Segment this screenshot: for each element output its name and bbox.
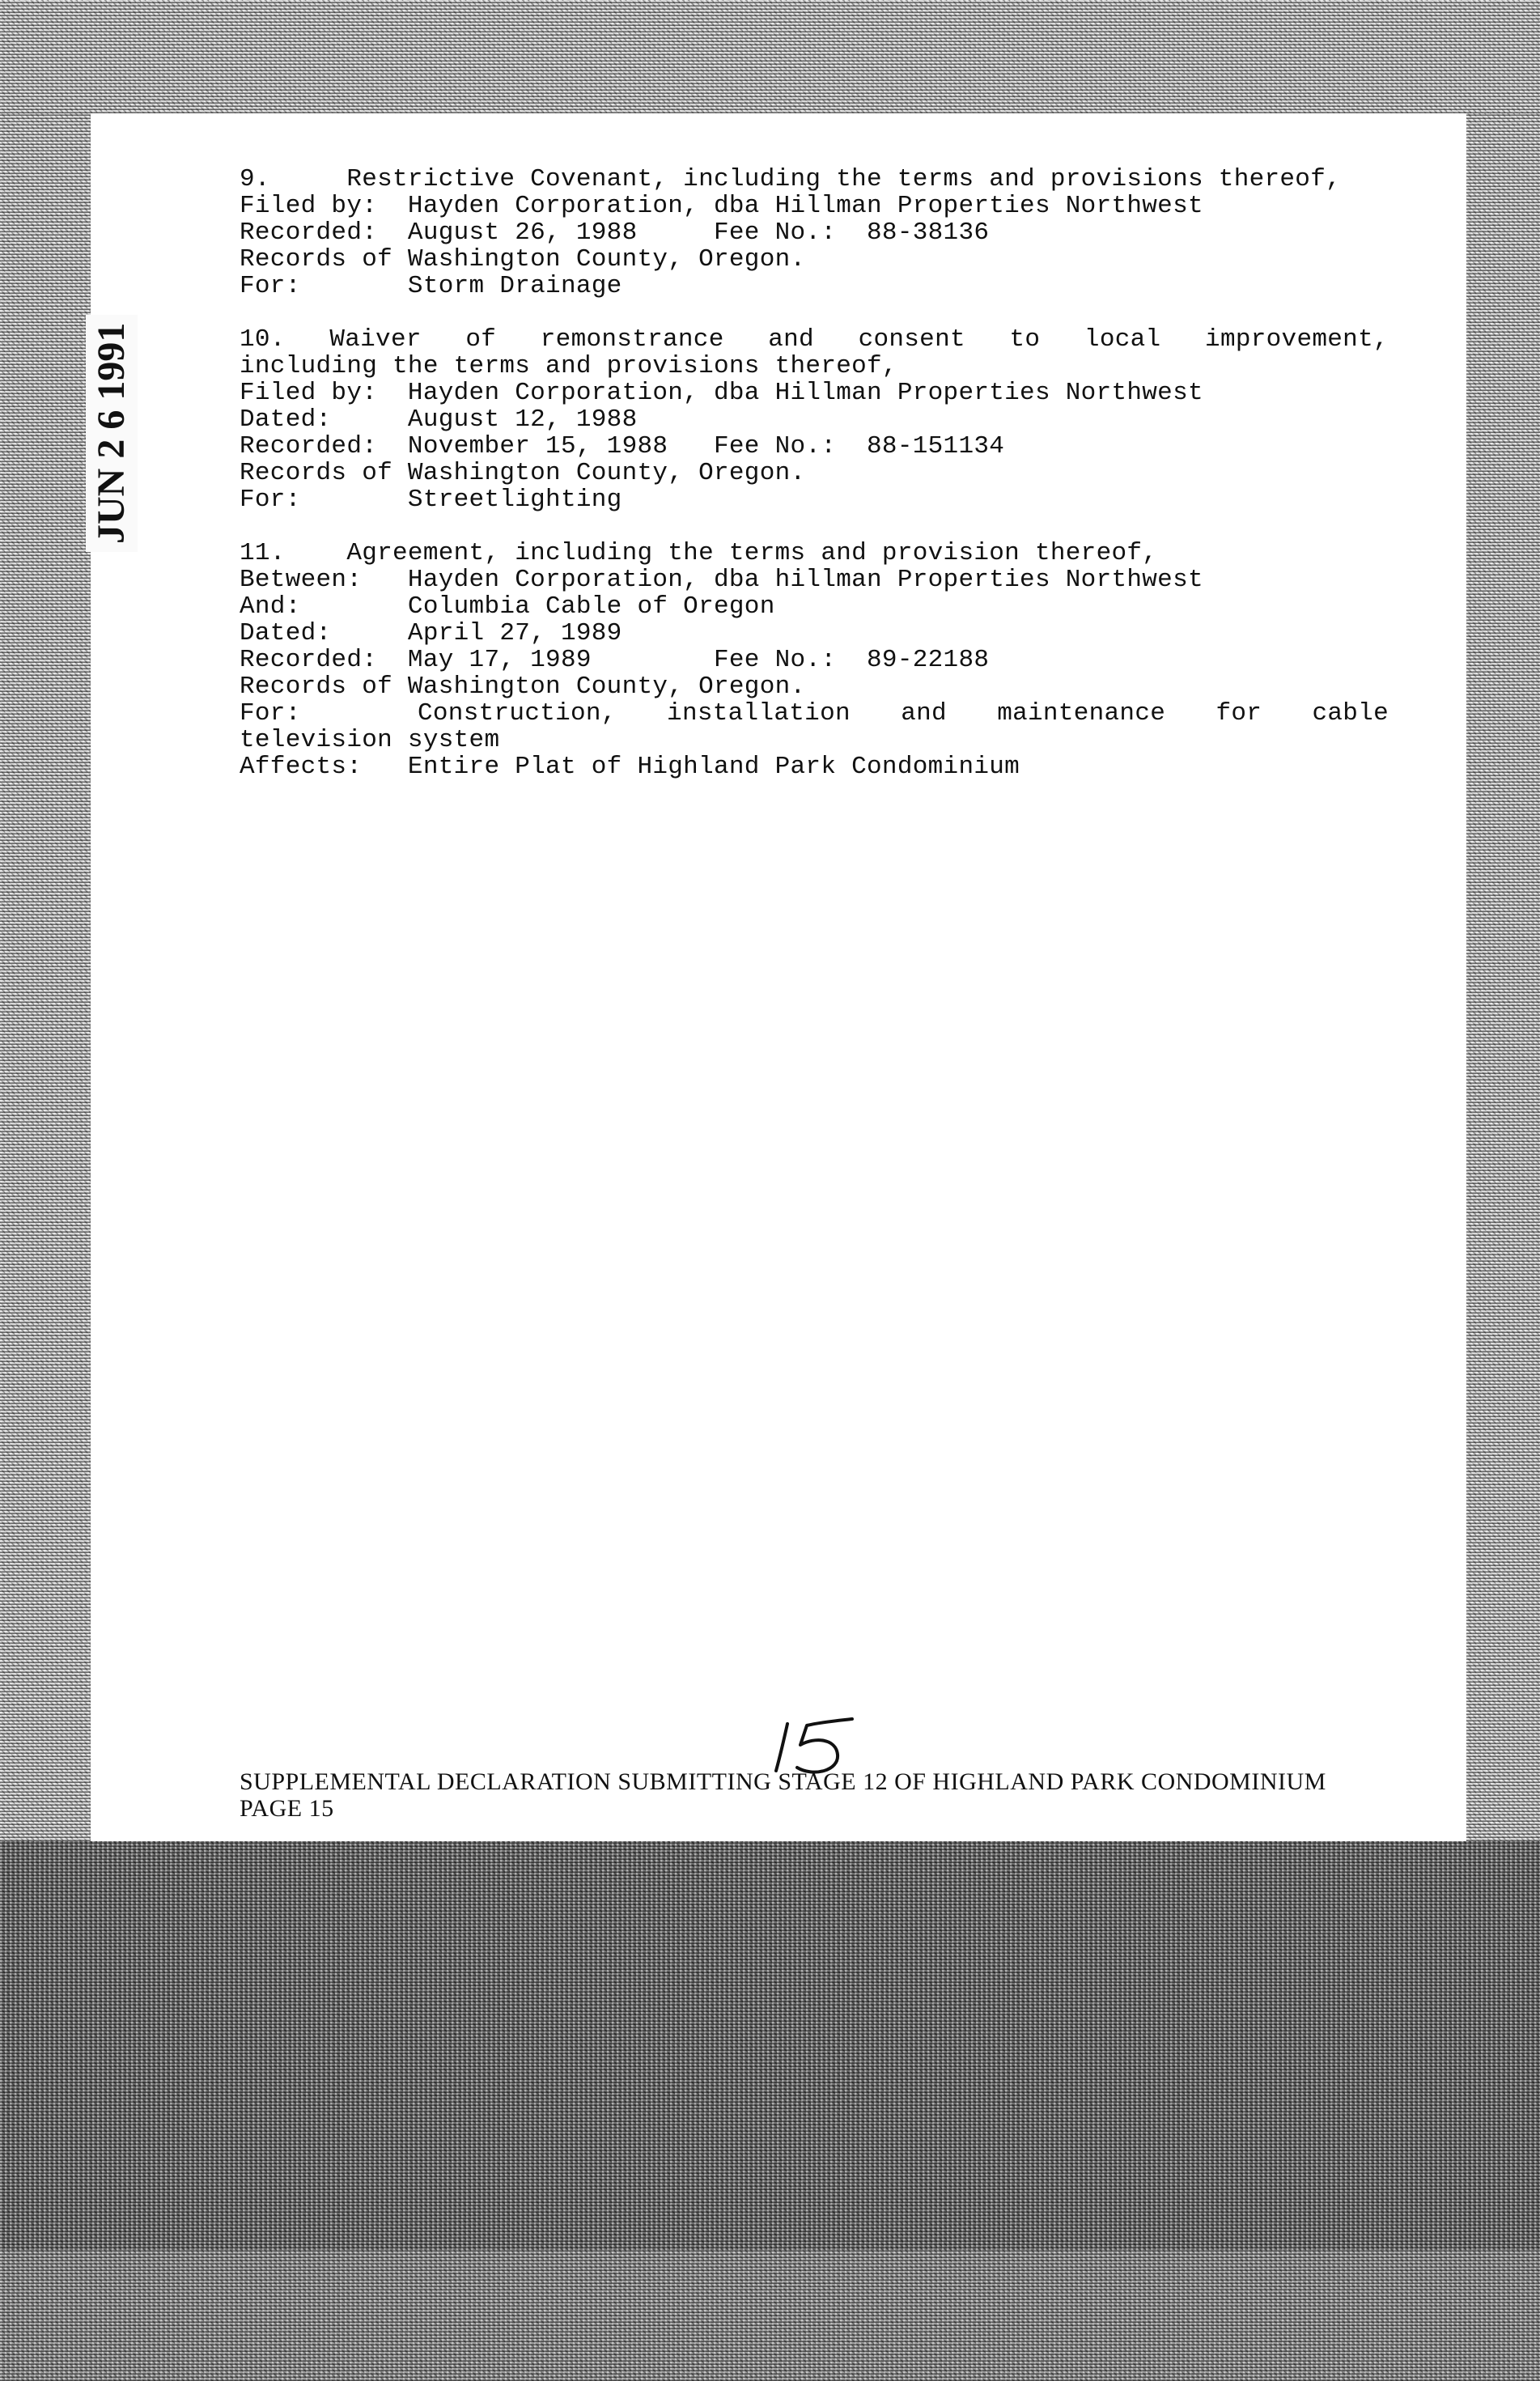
date-stamp [31, 283, 133, 550]
word: of [465, 325, 497, 354]
word: 10. [240, 325, 286, 354]
item-line: Dated: April 27, 1989 [240, 619, 622, 647]
word: improvement, [1205, 325, 1389, 354]
word: Waiver [329, 325, 422, 354]
word: to [1009, 325, 1041, 354]
word: consent [858, 325, 965, 354]
footer-page: PAGE 15 [240, 1795, 334, 1822]
word: and [901, 699, 947, 728]
item-line: Affects: Entire Plat of Highland Park Condominium [240, 753, 1020, 781]
item-line: Filed by: Hayden Corporation, dba Hillman Properties Northwest [240, 192, 1203, 220]
word: and [768, 325, 814, 354]
item-line: And: Columbia Cable of Oregon [240, 592, 775, 621]
item-line: Records of Washington County, Oregon. [240, 245, 806, 274]
item-line: Filed by: Hayden Corporation, dba Hillman Properties Northwest [240, 379, 1203, 407]
scan-noise-bottom-edge [0, 2250, 1540, 2381]
item-line: Recorded: August 26, 1988 Fee No.: 88-38136 [240, 219, 990, 247]
word: for [1215, 699, 1262, 728]
item-line: 11. Agreement, including the terms and provision thereof, [240, 539, 1158, 567]
document-body [240, 166, 1389, 780]
justified-line [240, 326, 1389, 353]
item-line: Dated: August 12, 1988 [240, 405, 638, 434]
item-line: Records of Washington County, Oregon. [240, 459, 806, 487]
item-line: television system [240, 726, 500, 754]
item-line: including the terms and provisions thereof, [240, 352, 897, 380]
footer-title: SUPPLEMENTAL DECLARATION SUBMITTING STAGE 12 OF HIGHLAND PARK CONDOMINIUM [240, 1768, 1326, 1795]
exception-item-10 [240, 326, 1389, 513]
document-footer [240, 1768, 1326, 1822]
paragraph-gap [240, 299, 1389, 326]
for-words [418, 700, 1389, 727]
date-stamp-text: JUN 2 6 1991 [86, 315, 138, 552]
scan-noise-right [1466, 113, 1540, 1841]
item-line: Recorded: May 17, 1989 Fee No.: 89-22188 [240, 646, 990, 674]
word: installation [667, 699, 851, 728]
word: local [1084, 325, 1161, 354]
item-line: For: Storm Drainage [240, 272, 622, 300]
exception-item-11 [240, 540, 1389, 780]
item-line: Recorded: November 15, 1988 Fee No.: 88-151134 [240, 432, 1005, 460]
item-line: For: Streetlighting [240, 486, 622, 514]
exception-item-9 [240, 166, 1389, 299]
scan-noise-top [0, 0, 1540, 113]
item-line: Between: Hayden Corporation, dba hillman Properties Northwest [240, 566, 1203, 594]
item-line: 9. Restrictive Covenant, including the terms and provisions thereof, [240, 165, 1342, 193]
item-line: Records of Washington County, Oregon. [240, 673, 806, 701]
word: cable [1312, 699, 1389, 728]
for-label: For: [240, 699, 301, 728]
word: maintenance [997, 699, 1166, 728]
justified-line [240, 700, 1389, 727]
word: remonstrance [540, 325, 724, 354]
word: Construction, [418, 699, 617, 728]
paragraph-gap [240, 513, 1389, 540]
